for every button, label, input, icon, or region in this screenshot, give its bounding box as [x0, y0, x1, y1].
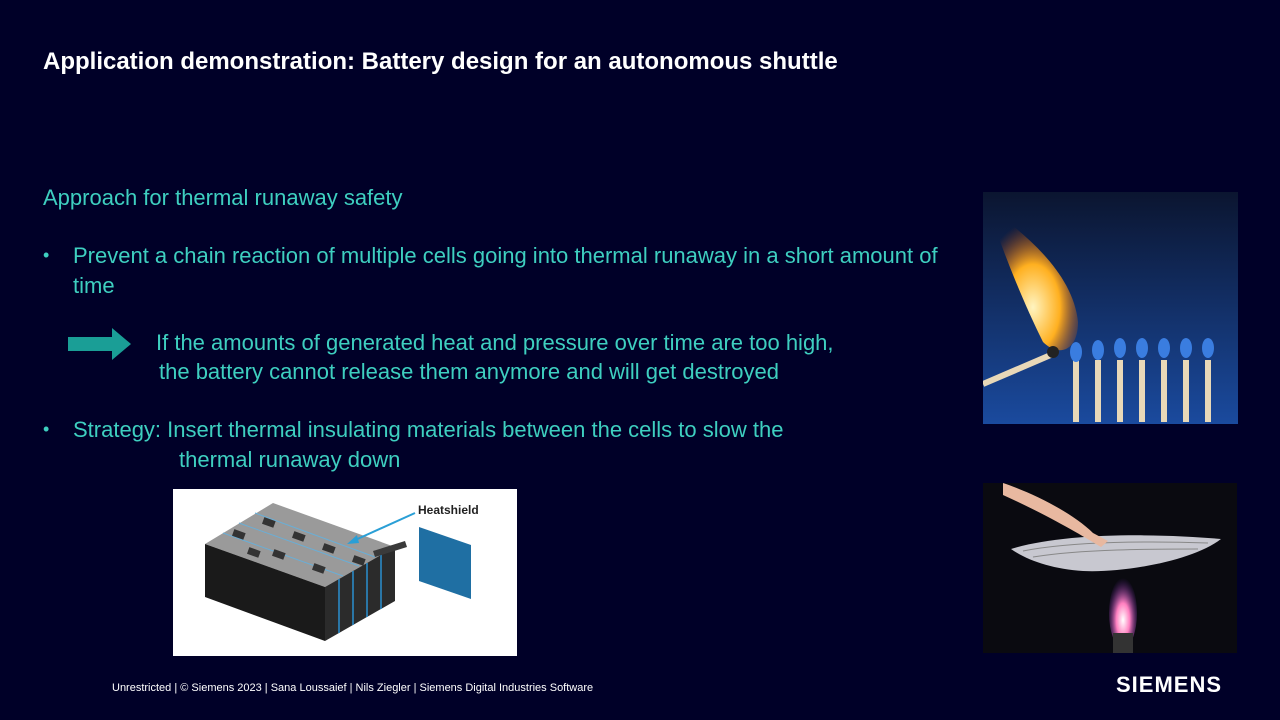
bullet-strategy	[73, 415, 893, 475]
heatshield-material-photo	[983, 483, 1237, 653]
strategy-line1: Strategy: Insert thermal insulating materials between the cells to slow the	[73, 417, 784, 442]
burning-matches-image	[983, 192, 1238, 424]
insulating-mat-flame-image	[983, 483, 1237, 653]
section-subtitle: Approach for thermal runaway safety	[43, 185, 403, 210]
strategy-line2: thermal runaway down	[179, 447, 401, 472]
bullet-prevent-chain-reaction: Prevent a chain reaction of multiple cells going into thermal runaway in a short amount of time	[73, 243, 938, 298]
bullet-marker: •	[43, 419, 50, 439]
burning-matches-photo	[983, 192, 1238, 424]
siemens-logo: SIEMENS	[1116, 672, 1223, 697]
right-arrow-icon	[68, 328, 132, 360]
footer-text: Unrestricted | © Siemens 2023 | Sana Loussaief | Nils Ziegler | Siemens Digital Industries Software	[112, 682, 594, 694]
slide-title: Application demonstration: Battery design for an autonomous shuttle	[43, 48, 838, 75]
battery-heatshield-diagram	[173, 489, 517, 656]
arrow-text-line2: the battery cannot release them anymore and will get destroyed	[159, 359, 780, 384]
arrow-text-line1: If the amounts of generated heat and pressure over time are too high,	[156, 330, 834, 355]
arrow-consequence-text	[156, 328, 936, 386]
heatshield-label: Heatshield	[418, 503, 479, 517]
bullet-marker: •	[43, 245, 50, 265]
